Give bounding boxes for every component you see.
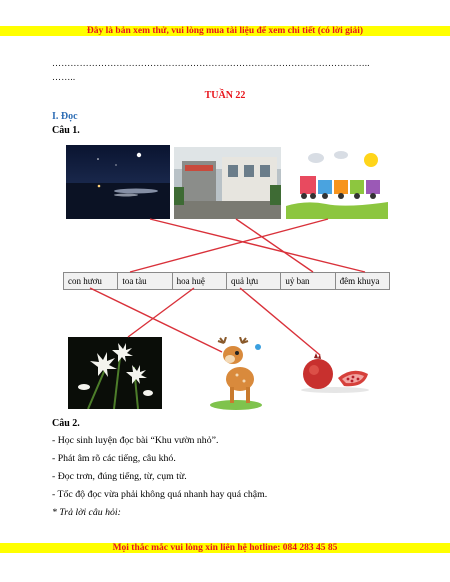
- match-line-hoa-hue-to-tuberose: [128, 288, 194, 337]
- word-dem-khuya: đêm khuya: [339, 276, 380, 286]
- question-2-label: Câu 2.: [52, 418, 80, 429]
- word-hoa-hue: hoa huệ: [173, 273, 227, 289]
- match-line-train-to-toa-tau: [130, 219, 328, 272]
- match-line-night-to-dem-khuya: [150, 219, 365, 272]
- word-qua-luu: quả lựu: [227, 273, 281, 289]
- word-toa-tau: toa tàu: [118, 273, 172, 289]
- q2-line-3: - Đọc trơn, đúng tiếng, từ, cụm từ.: [52, 471, 187, 482]
- q2-note: * Trả lời câu hỏi:: [52, 507, 121, 518]
- cartoon-deer-image: [202, 337, 270, 411]
- match-line-office-to-uy-ban: [236, 219, 313, 272]
- question-1-label: Câu 1.: [52, 125, 80, 136]
- office-building-image: [174, 147, 281, 219]
- toy-train-image: [286, 146, 388, 219]
- q2-line-1: - Học sinh luyện đọc bài “Khu vườn nhỏ”.: [52, 435, 219, 446]
- dotted-line-2: ……..: [52, 72, 76, 82]
- dotted-line-1: …………………………………………………………………………………………..: [52, 58, 370, 68]
- q2-line-4: - Tốc độ đọc vừa phải không quá nhanh hay quá chậm.: [52, 489, 268, 500]
- tuberose-flower-image: [68, 337, 162, 409]
- preview-banner: Đây là bản xem thử, vui lòng mua tài liệu để xem chi tiết (có lời giải): [0, 26, 450, 36]
- q2-line-2: - Phát âm rõ các tiếng, câu khó.: [52, 453, 176, 464]
- word-uy-ban: uỷ ban: [281, 273, 335, 289]
- word-table: [63, 272, 390, 290]
- dotted-line: [52, 56, 397, 84]
- hotline-banner: Mọi thắc mắc vui lòng xin liên hệ hotline: 084 283 45 85: [0, 543, 450, 553]
- week-title: TUẦN 22: [204, 90, 246, 101]
- pomegranate-image: [298, 352, 372, 394]
- word-con-huou: con hươu: [64, 273, 118, 289]
- section-heading: I. Đọc: [52, 111, 78, 122]
- night-sky-image: [66, 145, 170, 219]
